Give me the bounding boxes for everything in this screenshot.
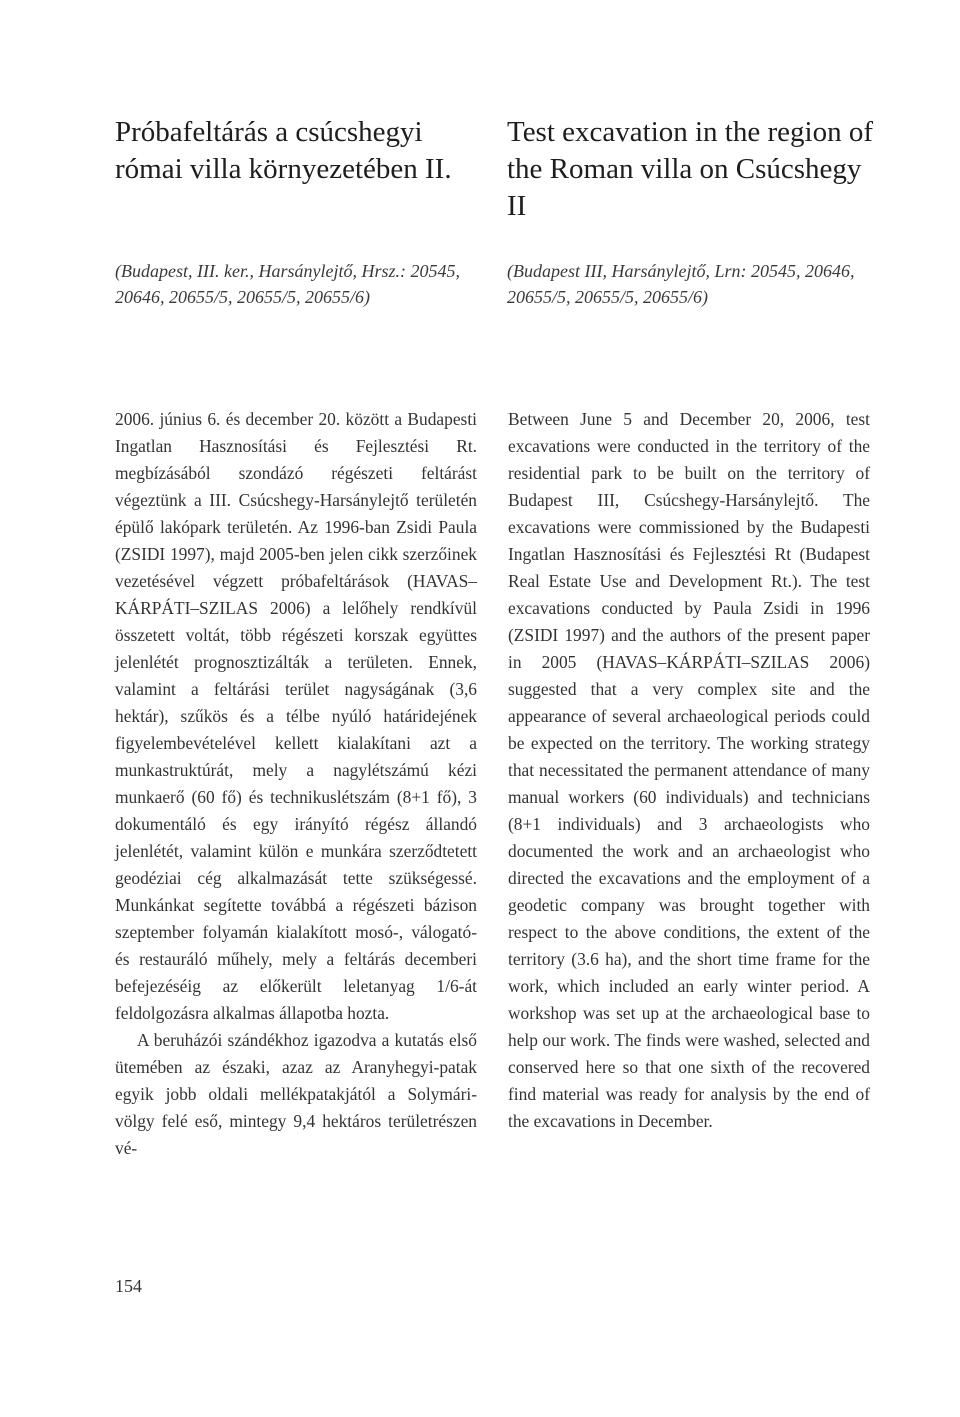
page-number: 154 <box>115 1276 142 1296</box>
title-hungarian: Próbafeltárás a csúcshegyi római villa környezetében II. <box>115 116 452 185</box>
paragraph-hu-1: 2006. június 6. és december 20. között a Budapesti Ingatlan Hasznosítási és Fejlesztési Rt. megbízásából szondázó régészeti feltárást végeztünk a III. Csúcshegy-Harsánylejtő területén épülő lakópark területén. Az 1996-ban Zsidi Paula (ZSIDI 1997), majd 2005-ben jelen cikk szerzőinek vezetésével végzett próbafeltárások (HAVAS–KÁRPÁTI–SZILAS 2006) a lelőhely rendkívül összetett voltát, több régészeti korszak együttes jelenlétét prognosztizálták a területen. Ennek, valamint a feltárási terület nagyságának (3,6 hektár), szűkös és a télbe nyúló határidejének figyelembevételével kellett kialakítani azt a munkastruktúrát, mely a nagylétszámú kézi munkaerő (60 fő) és technikuslétszám (8+1 fő), 3 dokumentáló és egy irányító régész állandó jelenlétét, valamint külön e munkára szerződtetett geodéziai cég alkalmazását tette szükségessé. Munkánkat segítette továbbá a régészeti bázison szeptember folyamán kialakított mosó-, válogató- és restauráló műhely, mely a feltárás decemberi befejezéséig az előkerült leletanyag 1/6-át feldolgozásra alkalmas állapotba hozta. <box>115 409 477 1023</box>
body-column-hungarian <box>115 406 477 1162</box>
title-english: Test excavation in the region of the Roman villa on Csúcshegy II <box>507 116 873 222</box>
body-column-english <box>508 406 870 1135</box>
paragraph-hu-2: A beruházói szándékhoz igazodva a kutatás első ütemében az északi, azaz az Aranyhegyi-patak egyik jobb oldali mellékpatakjától a Solymári-völgy felé eső, mintegy 9,4 hektáros területrészen vé- <box>115 1030 477 1158</box>
locality-hungarian: (Budapest, III. ker., Harsánylejtő, Hrsz.: 20545, 20646, 20655/5, 20655/5, 20655/6) <box>115 261 460 307</box>
paragraph-en-1: Between June 5 and December 20, 2006, test excavations were conducted in the territory of the residential park to be built on the territory of Budapest III, Csúcshegy-Harsánylejtő. The excavations were commissioned by the Budapesti Ingatlan Hasznosítási és Fejlesztési Rt (Budapest Real Estate Use and Development Rt.). The test excavations conducted by Paula Zsidi in 1996 (ZSIDI 1997) and the authors of the present paper in 2005 (HAVAS–KÁRPÁTI–SZILAS 2006) suggested that a very complex site and the appearance of several archaeological periods could be expected on the territory. The working strategy that necessitated the permanent attendance of many manual workers (60 individuals) and technicians (8+1 individuals) and 3 archaeologists who documented the work and an archaeologist who directed the excavations and the employment of a geodetic company was brought together with respect to the above conditions, the extent of the territory (3.6 ha), and the short time frame for the work, which included an early winter period. A workshop was set up at the archaeological base to help our work. The finds were washed, selected and conserved here so that one sixth of the recovered find material was ready for analysis by the end of the excavations in December. <box>508 409 870 1131</box>
locality-english: (Budapest III, Harsánylejtő, Lrn: 20545, 20646, 20655/5, 20655/5, 20655/6) <box>507 261 855 307</box>
